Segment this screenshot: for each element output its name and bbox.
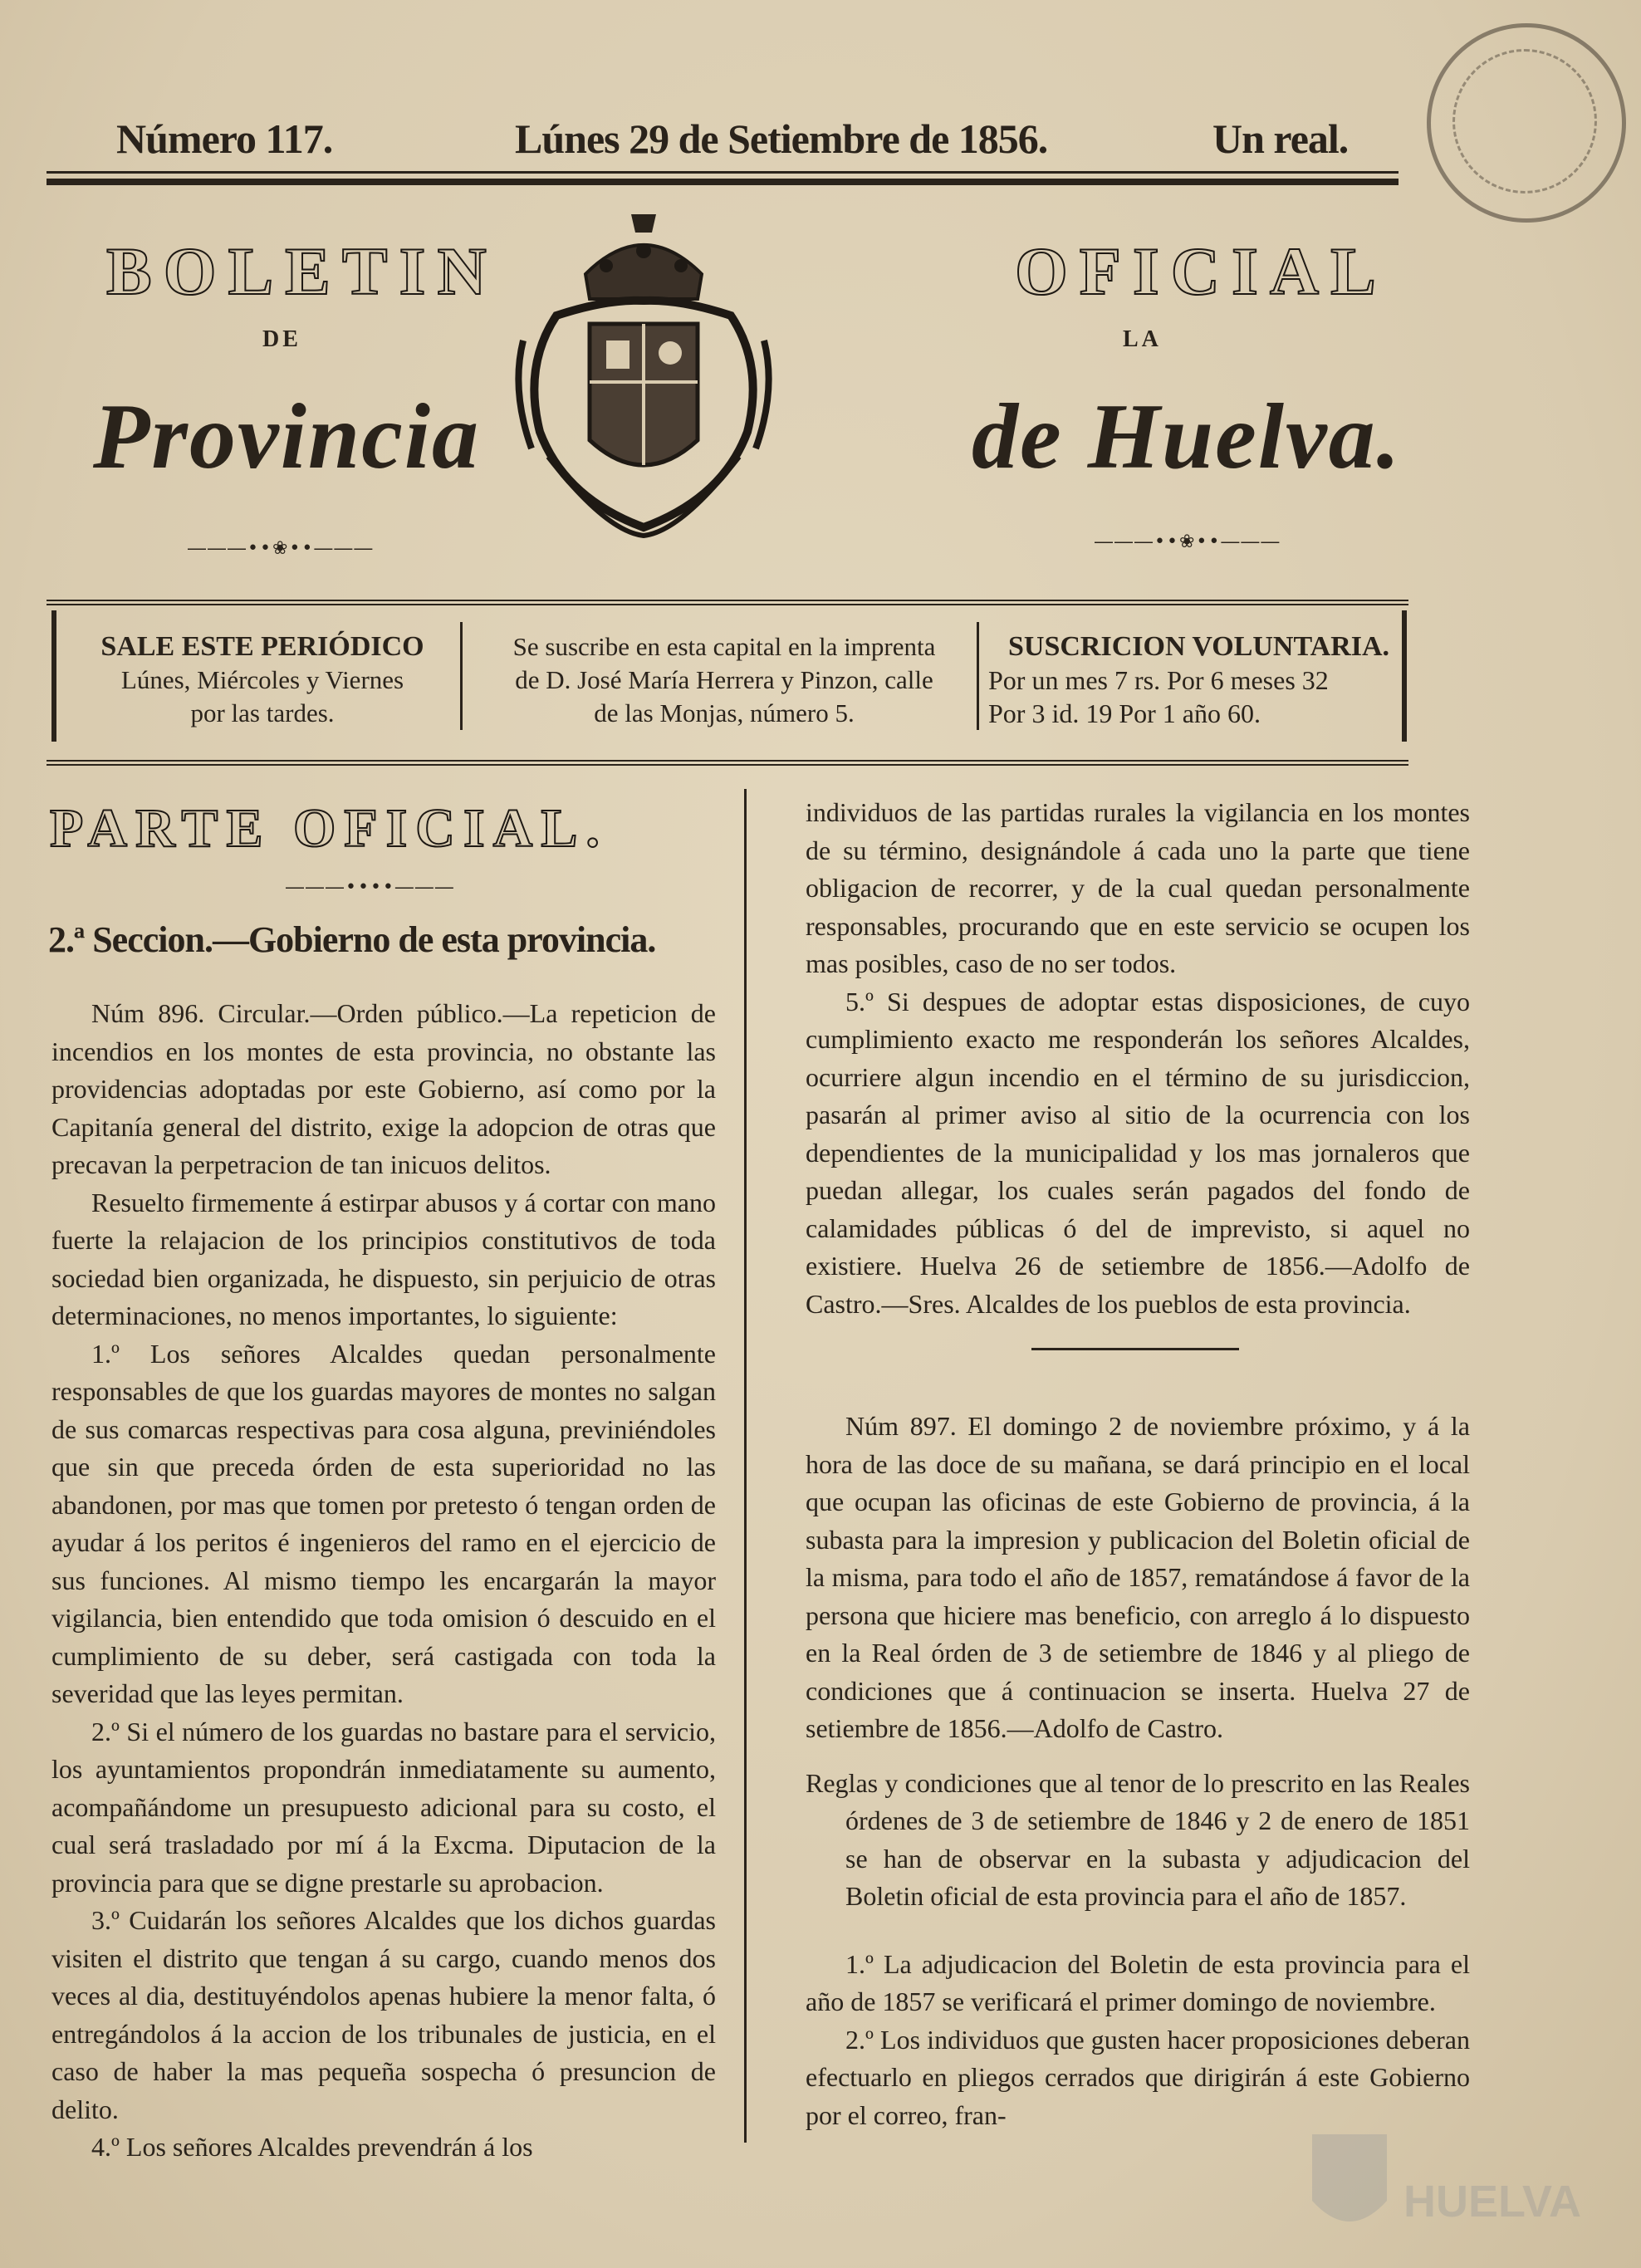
notice-897: Núm 897. El domingo 2 de noviembre próximo, y á la hora de las doce de su mañana, se dará principio en el local que ocupan las oficinas de este Gobierno de provincia, á la subasta para la impresion y publicacion del Boletin oficial de la misma, para todo el año de 1857, rematándose á favor de la persona que hiciere mas beneficio, con arreglo á lo dispuesto en la Real órden de 3 de setiembre de 1846 y al pliego de condiciones que á continuacion se inserta. Huelva 27 de setiembre de 1856.—Adolfo de Castro. — [806, 1411, 1470, 1743]
issue-date: Lúnes 29 de Setiembre de 1856. — [515, 115, 1048, 162]
subscription-box — [47, 600, 1408, 766]
rule-1: 1.º La adjudicacion del Boletin de esta provincia para el año de 1857 se verificará el primer domingo de noviembre. — [806, 1948, 1470, 2016]
address-line-3: de las Monjas, número 5. — [594, 698, 855, 727]
article-1: 1.º Los señores Alcaldes quedan personalmente responsables de que los guardas mayores de montes no salgan de sus comarcas respectivas para cosa alguna, previniéndoles que sin que preceda órden de esta superioridad no las abandonen, por mas que tomen por pretesto ó tengan orden de ayudar á los peritos é ingenieros del ramo en el ejercicio de sus funciones. Al mismo tiempo les encargarán la mayor vigilancia, bien entendido que toda omision ó descuido en el cumplimiento de su deber, será castigada con toda la severidad que las leyes permitan. — [51, 1338, 716, 1708]
header-rule-bottom — [47, 179, 1399, 185]
separator-rule — [1031, 1348, 1239, 1350]
circular-896-intro: Núm 896. Circular.—Orden público.—La repeticion de incendios en los montes de esta provincia, no obstante las providencias adoptadas por este Gobierno, así como por la Capitanía general del distrito, exige la adopcion de otras que precavan la perpetracion de tan inicuos delitos. — [51, 998, 716, 1179]
article-2: 2.º Si el número de los guardas no bastare para el servicio, los ayuntamientos propondrán inmediatamente su aumento, acompañándome un presupuesto adicional para su costo, el cual será trasladado por mí á la Excma. Diputacion de la provincia para que se digne prestarle su aprobacion. — [51, 1716, 716, 1898]
article-4-continued: individuos de las partidas rurales la vigilancia en los montes de su término, designándole á cada uno la parte que tiene obligacion de recorrer, y de la cual quedan personalmente responsables, procurando que en este servicio se ocupen los mas posibles, caso de no ser todos. — [806, 797, 1470, 978]
article-5: 5.º Si despues de adoptar estas disposiciones, de cuyo cumplimiento exacto me responderán los señores Alcaldes, ocurriere algun incendio en el término de su jurisdiccion, pasarán al primer aviso al sitio de la ocurrencia con los dependientes de la municipalidad y los mas jornaleros que puedan allegar, los cuales serán pagados del fondo de calamidades públicas ó del de imprevisto, si aquel no existiere. Huelva 26 de setiembre de 1856.—Adolfo de Castro.—Sres. Alcaldes de los pueblos de esta provincia. — [806, 986, 1470, 1319]
article-4-start: 4.º Los señores Alcaldes prevendrán á los — [91, 2132, 533, 2162]
prices-line-1: Por un mes 7 rs. Por 6 meses 32 — [988, 665, 1329, 695]
ornament-right: ―――••❀••――― — [1095, 531, 1281, 552]
issue-price: Un real. — [1212, 115, 1349, 162]
schedule-days: Lúnes, Miércoles y Viernes — [120, 665, 404, 694]
parte-oficial-ornament: ―――••••――― — [286, 877, 455, 898]
right-column — [806, 794, 1470, 2134]
coat-of-arms — [507, 199, 781, 540]
address-line-2: de D. José María Herrera y Pinzon, calle — [515, 665, 933, 694]
article-3: 3.º Cuidarán los señores Alcaldes que los dichos guardas visiten el distrito que tengan á su cargo, cuando menos dos veces al dia, destituyéndolos apenas hubiere la menor falta, ó entregándolos á la accion de los tribunales de justicia, en el caso de haber la mas pequeña sospecha ó presuncion de delito. — [51, 1905, 716, 2124]
masthead-oficial: OFICIAL — [1015, 233, 1388, 309]
masthead-boletin: BOLETIN — [106, 233, 498, 309]
parte-oficial-heading: PARTE OFICIAL. — [50, 798, 608, 859]
prices-title: SUSCRICION VOLUNTARIA. — [1008, 631, 1390, 662]
issue-header — [0, 115, 1641, 173]
prices-line-2: Por 3 id. 19 Por 1 año 60. — [988, 698, 1261, 728]
issue-number: Número 117. — [116, 115, 333, 162]
circular-896-resolution: Resuelto firmemente á estirpar abusos y á cortar con mano fuerte la relajacion de los principios constitutivos de toda sociedad bien organizada, he dispuesto, sin perjuicio de otras determinaciones, no menos importantes, lo siguiente: — [51, 1187, 716, 1330]
address-line-1: Se suscribe en esta capital en la imprenta — [512, 632, 936, 661]
masthead-provincia: Provincia — [93, 385, 480, 488]
prices-block — [988, 630, 1400, 730]
section-heading: 2.ª Seccion.—Gobierno de esta provincia. — [48, 919, 656, 960]
schedule-block — [71, 630, 453, 730]
schedule-time: por las tardes. — [190, 698, 335, 727]
rules-heading: Reglas y condiciones que al tenor de lo prescrito en las Reales órdenes de 3 de setiembre de 1846 y 2 de enero de 1851 se han de observar en la subasta y adjudicacion del Boletin oficial de esta provincia para el año de 1857. — [806, 1767, 1470, 1911]
masthead-de-huelva: de Huelva. — [972, 385, 1402, 488]
masthead-la: LA — [1123, 326, 1162, 352]
column-divider — [744, 789, 747, 2143]
left-column — [51, 995, 716, 2167]
header-rule-top — [47, 171, 1399, 174]
masthead-de: DE — [262, 326, 301, 352]
rule-2: 2.º Los individuos que gusten hacer proposiciones deberan efectuarlo en pliegos cerrados que dirigirán á este Gobierno por el correo, fran- — [806, 2024, 1470, 2130]
subscription-address-block — [475, 630, 973, 730]
schedule-title: SALE ESTE PERIÓDICO — [100, 631, 424, 662]
archive-watermark: HUELVA — [1304, 2126, 1603, 2251]
ornament-left: ―――••❀••――― — [188, 538, 375, 559]
